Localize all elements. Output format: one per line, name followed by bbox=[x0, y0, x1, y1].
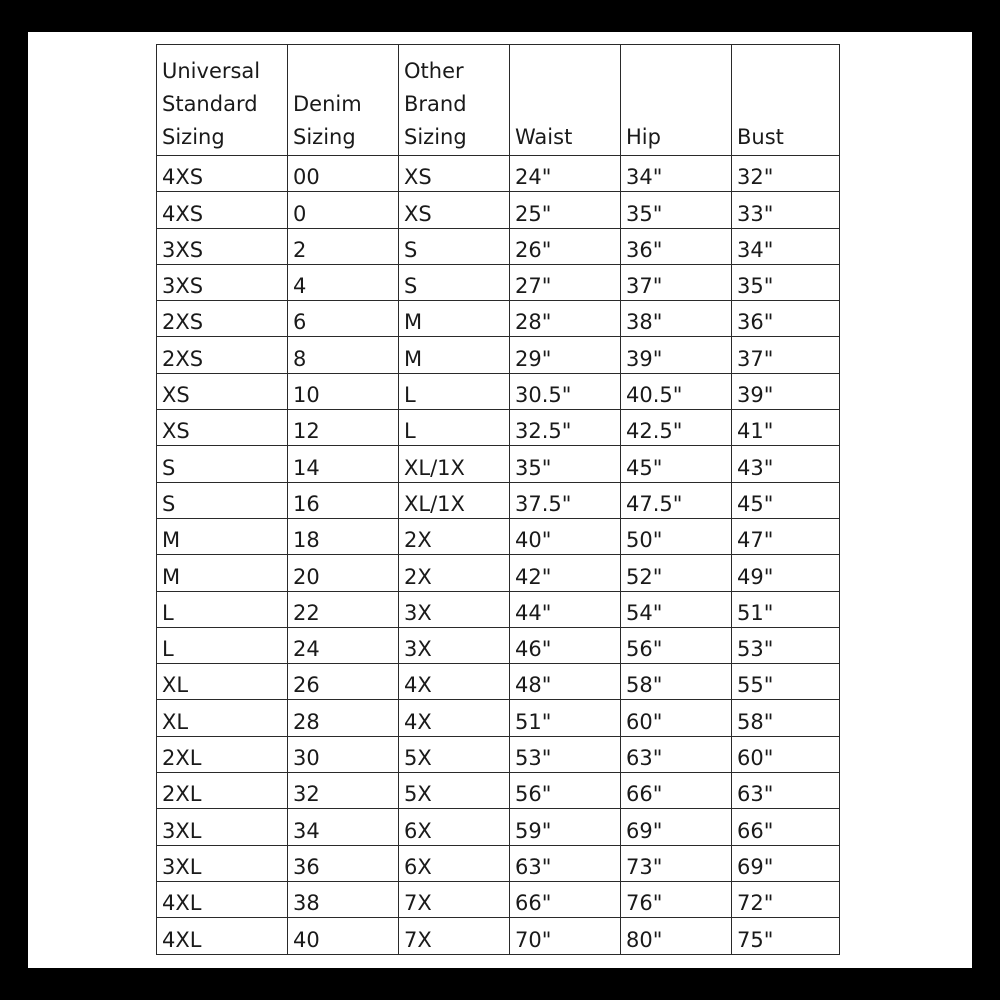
cell-denim-size: 16 bbox=[288, 482, 399, 518]
cell-waist: 27" bbox=[510, 264, 621, 300]
cell-waist: 70" bbox=[510, 918, 621, 954]
cell-universal-size: 3XL bbox=[157, 845, 288, 881]
table-row bbox=[157, 156, 840, 192]
cell-waist: 28" bbox=[510, 301, 621, 337]
cell-waist: 35" bbox=[510, 446, 621, 482]
table-row bbox=[157, 773, 840, 809]
table-row bbox=[157, 700, 840, 736]
cell-other-brand-size: XL/1X bbox=[399, 482, 510, 518]
cell-hip: 35" bbox=[621, 192, 732, 228]
table-row bbox=[157, 918, 840, 954]
cell-waist: 37.5" bbox=[510, 482, 621, 518]
cell-denim-size: 28 bbox=[288, 700, 399, 736]
cell-bust: 75" bbox=[732, 918, 840, 954]
cell-bust: 69" bbox=[732, 845, 840, 881]
cell-hip: 45" bbox=[621, 446, 732, 482]
cell-hip: 37" bbox=[621, 264, 732, 300]
cell-other-brand-size: S bbox=[399, 228, 510, 264]
cell-other-brand-size: 4X bbox=[399, 700, 510, 736]
cell-denim-size: 00 bbox=[288, 156, 399, 192]
cell-denim-size: 10 bbox=[288, 373, 399, 409]
table-row bbox=[157, 301, 840, 337]
cell-hip: 76" bbox=[621, 881, 732, 917]
cell-universal-size: XS bbox=[157, 373, 288, 409]
cell-bust: 60" bbox=[732, 736, 840, 772]
cell-other-brand-size: 7X bbox=[399, 881, 510, 917]
cell-universal-size: M bbox=[157, 555, 288, 591]
cell-waist: 42" bbox=[510, 555, 621, 591]
cell-universal-size: 2XS bbox=[157, 337, 288, 373]
header-denim-sizing: Denim Sizing bbox=[288, 45, 399, 156]
cell-bust: 36" bbox=[732, 301, 840, 337]
cell-other-brand-size: M bbox=[399, 337, 510, 373]
cell-waist: 30.5" bbox=[510, 373, 621, 409]
document-page bbox=[28, 32, 972, 968]
cell-denim-size: 0 bbox=[288, 192, 399, 228]
cell-universal-size: XL bbox=[157, 700, 288, 736]
cell-bust: 49" bbox=[732, 555, 840, 591]
cell-bust: 32" bbox=[732, 156, 840, 192]
cell-waist: 46" bbox=[510, 627, 621, 663]
cell-denim-size: 36 bbox=[288, 845, 399, 881]
cell-waist: 25" bbox=[510, 192, 621, 228]
cell-waist: 44" bbox=[510, 591, 621, 627]
cell-waist: 66" bbox=[510, 881, 621, 917]
cell-universal-size: 2XS bbox=[157, 301, 288, 337]
cell-other-brand-size: 2X bbox=[399, 518, 510, 554]
cell-bust: 63" bbox=[732, 773, 840, 809]
cell-universal-size: 4XS bbox=[157, 192, 288, 228]
cell-bust: 37" bbox=[732, 337, 840, 373]
cell-other-brand-size: 5X bbox=[399, 736, 510, 772]
cell-waist: 59" bbox=[510, 809, 621, 845]
cell-universal-size: L bbox=[157, 627, 288, 663]
cell-denim-size: 8 bbox=[288, 337, 399, 373]
table-row bbox=[157, 736, 840, 772]
cell-waist: 63" bbox=[510, 845, 621, 881]
cell-other-brand-size: 4X bbox=[399, 664, 510, 700]
cell-other-brand-size: 6X bbox=[399, 809, 510, 845]
cell-universal-size: 2XL bbox=[157, 773, 288, 809]
cell-waist: 40" bbox=[510, 518, 621, 554]
cell-denim-size: 18 bbox=[288, 518, 399, 554]
cell-universal-size: L bbox=[157, 591, 288, 627]
header-hip: Hip bbox=[621, 45, 732, 156]
cell-other-brand-size: 7X bbox=[399, 918, 510, 954]
cell-bust: 72" bbox=[732, 881, 840, 917]
cell-bust: 41" bbox=[732, 410, 840, 446]
cell-other-brand-size: M bbox=[399, 301, 510, 337]
cell-hip: 40.5" bbox=[621, 373, 732, 409]
table-row bbox=[157, 809, 840, 845]
cell-universal-size: XS bbox=[157, 410, 288, 446]
table-row bbox=[157, 410, 840, 446]
cell-waist: 51" bbox=[510, 700, 621, 736]
cell-other-brand-size: XS bbox=[399, 156, 510, 192]
cell-other-brand-size: XS bbox=[399, 192, 510, 228]
cell-denim-size: 38 bbox=[288, 881, 399, 917]
cell-denim-size: 2 bbox=[288, 228, 399, 264]
cell-denim-size: 12 bbox=[288, 410, 399, 446]
cell-bust: 33" bbox=[732, 192, 840, 228]
cell-denim-size: 34 bbox=[288, 809, 399, 845]
cell-other-brand-size: 2X bbox=[399, 555, 510, 591]
cell-other-brand-size: L bbox=[399, 373, 510, 409]
cell-other-brand-size: 5X bbox=[399, 773, 510, 809]
table-row bbox=[157, 337, 840, 373]
cell-hip: 66" bbox=[621, 773, 732, 809]
table-row bbox=[157, 591, 840, 627]
cell-universal-size: XL bbox=[157, 664, 288, 700]
cell-waist: 32.5" bbox=[510, 410, 621, 446]
cell-hip: 38" bbox=[621, 301, 732, 337]
cell-other-brand-size: 6X bbox=[399, 845, 510, 881]
cell-denim-size: 40 bbox=[288, 918, 399, 954]
table-row bbox=[157, 664, 840, 700]
cell-bust: 34" bbox=[732, 228, 840, 264]
cell-hip: 80" bbox=[621, 918, 732, 954]
cell-hip: 36" bbox=[621, 228, 732, 264]
cell-bust: 58" bbox=[732, 700, 840, 736]
cell-hip: 34" bbox=[621, 156, 732, 192]
cell-universal-size: 4XL bbox=[157, 918, 288, 954]
table-row bbox=[157, 192, 840, 228]
table-row bbox=[157, 627, 840, 663]
cell-denim-size: 30 bbox=[288, 736, 399, 772]
cell-other-brand-size: XL/1X bbox=[399, 446, 510, 482]
cell-other-brand-size: 3X bbox=[399, 591, 510, 627]
cell-universal-size: S bbox=[157, 446, 288, 482]
header-other-brand-sizing: Other Brand Sizing bbox=[399, 45, 510, 156]
cell-hip: 52" bbox=[621, 555, 732, 591]
cell-bust: 53" bbox=[732, 627, 840, 663]
cell-waist: 29" bbox=[510, 337, 621, 373]
table-row bbox=[157, 555, 840, 591]
cell-hip: 54" bbox=[621, 591, 732, 627]
cell-universal-size: 3XS bbox=[157, 228, 288, 264]
cell-waist: 48" bbox=[510, 664, 621, 700]
cell-hip: 47.5" bbox=[621, 482, 732, 518]
cell-hip: 42.5" bbox=[621, 410, 732, 446]
header-row bbox=[157, 45, 840, 156]
table-row bbox=[157, 264, 840, 300]
cell-denim-size: 4 bbox=[288, 264, 399, 300]
cell-universal-size: 4XL bbox=[157, 881, 288, 917]
cell-waist: 26" bbox=[510, 228, 621, 264]
cell-denim-size: 22 bbox=[288, 591, 399, 627]
cell-bust: 66" bbox=[732, 809, 840, 845]
cell-bust: 39" bbox=[732, 373, 840, 409]
cell-denim-size: 14 bbox=[288, 446, 399, 482]
table-row bbox=[157, 373, 840, 409]
cell-denim-size: 32 bbox=[288, 773, 399, 809]
cell-hip: 69" bbox=[621, 809, 732, 845]
header-waist: Waist bbox=[510, 45, 621, 156]
cell-hip: 63" bbox=[621, 736, 732, 772]
cell-universal-size: 3XS bbox=[157, 264, 288, 300]
table-row bbox=[157, 446, 840, 482]
cell-bust: 55" bbox=[732, 664, 840, 700]
table-row bbox=[157, 845, 840, 881]
header-bust: Bust bbox=[732, 45, 840, 156]
cell-other-brand-size: S bbox=[399, 264, 510, 300]
table-row bbox=[157, 482, 840, 518]
cell-other-brand-size: L bbox=[399, 410, 510, 446]
cell-bust: 35" bbox=[732, 264, 840, 300]
cell-bust: 51" bbox=[732, 591, 840, 627]
table-row bbox=[157, 518, 840, 554]
cell-denim-size: 26 bbox=[288, 664, 399, 700]
cell-universal-size: S bbox=[157, 482, 288, 518]
cell-waist: 56" bbox=[510, 773, 621, 809]
cell-universal-size: 2XL bbox=[157, 736, 288, 772]
size-chart-table bbox=[156, 44, 840, 955]
cell-universal-size: 4XS bbox=[157, 156, 288, 192]
cell-hip: 39" bbox=[621, 337, 732, 373]
cell-other-brand-size: 3X bbox=[399, 627, 510, 663]
table-row bbox=[157, 881, 840, 917]
cell-bust: 43" bbox=[732, 446, 840, 482]
cell-hip: 56" bbox=[621, 627, 732, 663]
table-body bbox=[157, 156, 840, 955]
cell-bust: 45" bbox=[732, 482, 840, 518]
cell-denim-size: 6 bbox=[288, 301, 399, 337]
cell-hip: 58" bbox=[621, 664, 732, 700]
cell-universal-size: 3XL bbox=[157, 809, 288, 845]
table-row bbox=[157, 228, 840, 264]
cell-waist: 53" bbox=[510, 736, 621, 772]
cell-denim-size: 20 bbox=[288, 555, 399, 591]
cell-waist: 24" bbox=[510, 156, 621, 192]
cell-bust: 47" bbox=[732, 518, 840, 554]
cell-universal-size: M bbox=[157, 518, 288, 554]
cell-hip: 73" bbox=[621, 845, 732, 881]
cell-denim-size: 24 bbox=[288, 627, 399, 663]
header-universal-standard-sizing: Universal Standard Sizing bbox=[157, 45, 288, 156]
cell-hip: 60" bbox=[621, 700, 732, 736]
cell-hip: 50" bbox=[621, 518, 732, 554]
